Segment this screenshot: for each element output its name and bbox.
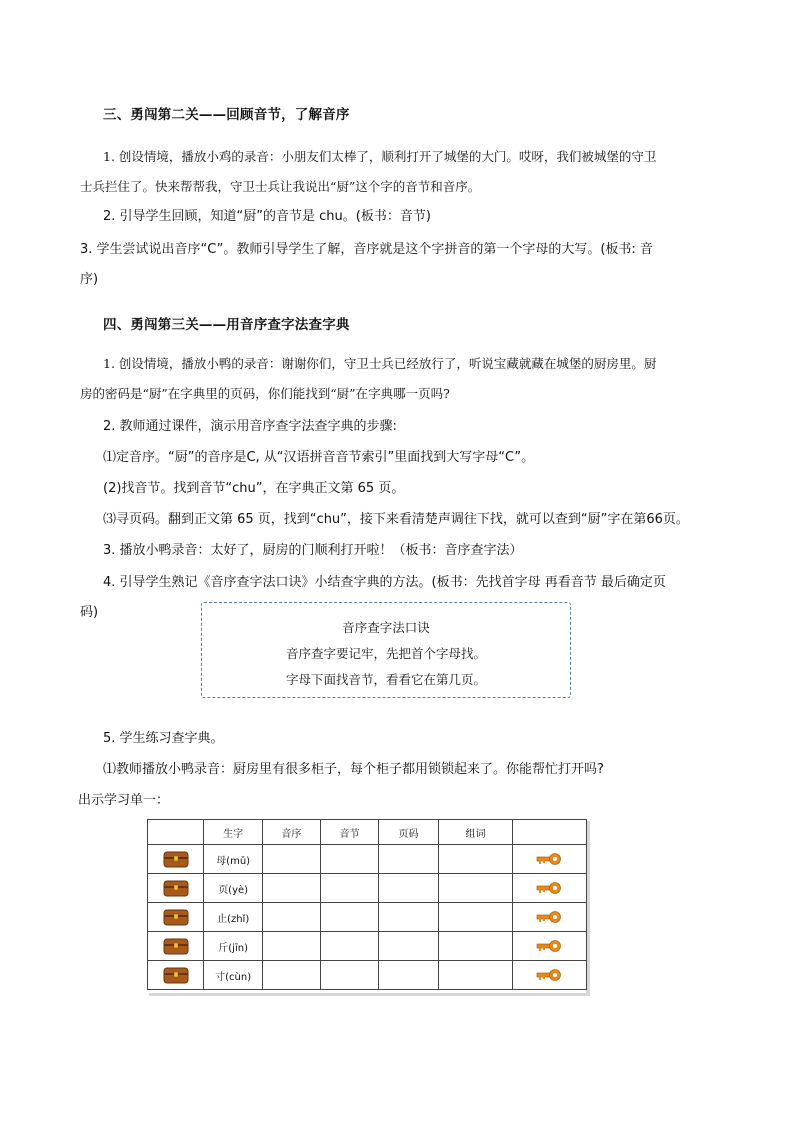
syllable-input-cell[interactable] [320,874,378,903]
initial-input-cell[interactable] [262,903,320,932]
key-icon [536,881,562,895]
table-row [148,932,587,961]
initial-input-cell[interactable] [262,961,320,990]
motto-line-2: 字母下面找音节，看看它在第几页。 [285,672,486,687]
page-input-cell[interactable] [379,961,439,990]
key-cell [512,845,586,874]
step-2: (2)找音节。找到音节“chu”，在字典正文第 65 页。 [103,481,405,496]
paragraph-4-4-line1: 4. 引导学生熟记《音序查字法口诀》小结查字典的方法。(板书：先找首字母 再看音节 最后确定页 [103,575,666,590]
word-input-cell[interactable] [439,845,513,874]
syllable-input-cell[interactable] [320,961,378,990]
chest-cell [148,932,204,961]
paragraph-4-3: 3. 播放小鸭录音：太好了，厨房的门顺利打开啦！（板书：音序查字法） [103,543,523,558]
paragraph-4-2: 2. 教师通过课件，演示用音序查字法查字典的步骤: [103,419,397,434]
worksheet-label: 出示学习单一： [78,793,170,808]
page-input-cell[interactable] [379,932,439,961]
initial-input-cell[interactable] [262,932,320,961]
section-heading-3: 三、勇闯第二关——回顾音节，了解音序 [103,107,350,123]
paragraph-4-4-line2: 码) [80,605,99,620]
key-cell [512,874,586,903]
paragraph-3-3-line1: 3. 学生尝试说出音序“C”。教师引导学生了解，音序就是这个字拼音的第一个字母的大写。(板书: 音 [80,242,653,257]
treasure-chest-icon [163,937,189,955]
word-input-cell[interactable] [439,961,513,990]
paragraph-3-3-line2: 序) [80,272,99,287]
step-1: ⑴定音序。“厨”的音序是C, 从“汉语拼音音节索引”里面找到大写字母“C”。 [103,450,535,465]
table-row [148,845,587,874]
character-cell: 止(zhǐ) [204,903,262,932]
key-cell [512,903,586,932]
character-cell: 母(mǔ) [204,845,262,874]
paragraph-3-2: 2. 引导学生回顾，知道“厨”的音节是 chu。(板书：音节) [103,209,431,224]
chest-cell [148,845,204,874]
header-icon-col [148,820,204,845]
chest-cell [148,903,204,932]
motto-title: 音序查字法口诀 [342,620,430,635]
paragraph-4-5-sub: ⑴教师播放小鸭录音：厨房里有很多柜子，每个柜子都用锁锁起来了。你能帮忙打开吗? [103,762,604,777]
paragraph-4-5: 5. 学生练习查字典。 [103,731,224,746]
paragraph-3-1-line2: 士兵拦住了。快来帮帮我，守卫士兵让我说出“厨”这个字的音节和音序。 [80,179,481,194]
header-syllable: 音节 [320,820,378,845]
header-word: 组词 [439,820,513,845]
character-cell: 寸(cùn) [204,961,262,990]
character-cell: 页(yè) [204,874,262,903]
table-row [148,874,587,903]
initial-input-cell[interactable] [262,874,320,903]
table-shadow-bottom [149,993,590,996]
motto-box [201,602,571,698]
page-input-cell[interactable] [379,874,439,903]
word-input-cell[interactable] [439,932,513,961]
header-initial: 音序 [262,820,320,845]
step-3: ⑶寻页码。翻到正文第 65 页，找到“chu”，接下来看清楚声调往下找，就可以查到“厨”字在第66页。 [103,512,689,527]
word-input-cell[interactable] [439,903,513,932]
treasure-chest-icon [163,879,189,897]
worksheet-table [147,819,587,990]
treasure-chest-icon [163,908,189,926]
key-cell [512,961,586,990]
paragraph-4-1-line1: 1. 创设情境，播放小鸭的录音：谢谢你们，守卫士兵已经放行了，听说宝藏就藏在城堡的厨房里。厨 [103,356,657,371]
key-cell [512,932,586,961]
syllable-input-cell[interactable] [320,932,378,961]
word-input-cell[interactable] [439,874,513,903]
syllable-input-cell[interactable] [320,845,378,874]
key-icon [536,939,562,953]
header-page: 页码 [379,820,439,845]
key-icon [536,852,562,866]
initial-input-cell[interactable] [262,845,320,874]
header-key-col [512,820,586,845]
page-input-cell[interactable] [379,845,439,874]
table-row [148,903,587,932]
key-icon [536,968,562,982]
page-input-cell[interactable] [379,903,439,932]
treasure-chest-icon [163,966,189,984]
character-cell: 斤(jīn) [204,932,262,961]
paragraph-4-1-line2: 房的密码是“厨”在字典里的页码，你们能找到“厨”在字典哪一页吗? [80,386,450,401]
table-header-row [148,820,587,845]
syllable-input-cell[interactable] [320,903,378,932]
key-icon [536,910,562,924]
chest-cell [148,961,204,990]
chest-cell [148,874,204,903]
header-character: 生字 [204,820,262,845]
table-row [148,961,587,990]
section-heading-4: 四、勇闯第三关——用音序查字法查字典 [103,317,350,333]
treasure-chest-icon [163,850,189,868]
paragraph-3-1-line1: 1. 创设情境，播放小鸡的录音：小朋友们太棒了，顺利打开了城堡的大门。哎呀，我们被城堡的守卫 [103,149,657,164]
motto-line-1: 音序查字要记牢，先把首个字母找。 [285,646,486,661]
